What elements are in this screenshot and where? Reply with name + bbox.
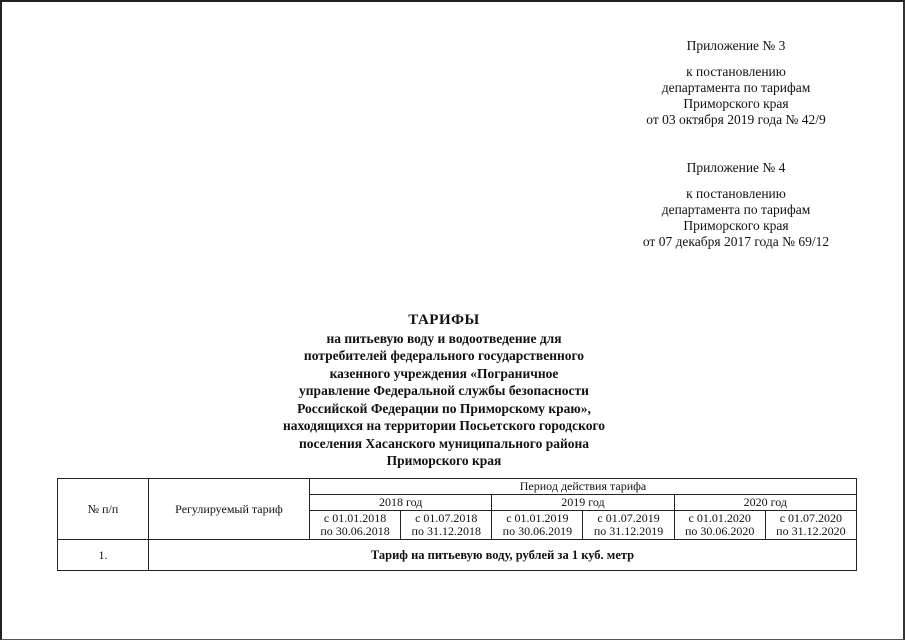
period-cell — [674, 511, 765, 540]
appendix-3-block — [586, 38, 886, 128]
appendix-3-title: Приложение № 3 — [686, 38, 786, 53]
period-from: с 01.07.2019 — [597, 511, 660, 525]
period-from: с 01.07.2020 — [779, 511, 843, 525]
appendix-4-line-1: к постановлению — [686, 186, 786, 201]
period-from: с 01.07.2018 — [415, 511, 478, 525]
appendix-4-line-2: департамента по тарифам — [661, 202, 811, 217]
document-title: ТАРИФЫ — [408, 312, 480, 328]
tariff-table — [57, 478, 857, 571]
appendix-3-line-2: департамента по тарифам — [661, 80, 811, 95]
year-2019: 2019 год — [492, 495, 674, 511]
period-cell — [310, 511, 401, 540]
title-line: поселения Хасанского муниципального района — [298, 435, 590, 451]
document-title-block — [254, 312, 634, 470]
period-cell — [492, 511, 583, 540]
appendix-4-line-3: Приморского края — [683, 218, 789, 233]
appendix-3-line-1: к постановлению — [686, 64, 786, 79]
year-2020: 2020 год — [674, 495, 856, 511]
title-line: находящихся на территории Посьетского городского — [283, 418, 605, 433]
row-section-title: Тариф на питьевую воду, рублей за 1 куб. метр — [149, 540, 857, 571]
period-to: по 31.12.2018 — [411, 524, 481, 538]
table-row — [58, 540, 857, 571]
row-num: 1. — [58, 540, 149, 571]
period-to: по 30.06.2019 — [502, 524, 573, 538]
header-num: № п/п — [58, 479, 149, 540]
period-to: по 31.12.2019 — [593, 524, 664, 538]
header-period: Период действия тарифа — [310, 479, 857, 495]
appendix-4-title: Приложение № 4 — [686, 160, 786, 175]
period-to: по 30.06.2020 — [684, 524, 755, 538]
title-line: на питьевую воду и водоотведение для — [326, 330, 562, 346]
title-line: Российской Федерации по Приморскому краю», — [297, 400, 591, 416]
appendix-3-line-3: Приморского края — [683, 96, 789, 111]
year-2018: 2018 год — [310, 495, 492, 511]
header-tariff: Регулируемый тариф — [149, 479, 310, 540]
period-cell — [583, 511, 674, 540]
appendix-4-line-4: от 07 декабря 2017 года № 69/12 — [642, 234, 830, 249]
table-header-row — [58, 479, 857, 495]
appendix-3-line-4: от 03 октября 2019 года № 42/9 — [646, 112, 826, 127]
title-line: казенного учреждения «Пограничное — [329, 365, 559, 381]
period-to: по 30.06.2018 — [320, 524, 390, 538]
period-from: с 01.01.2019 — [506, 511, 569, 525]
title-line: потребителей федерального государственного — [303, 348, 585, 363]
period-from: с 01.01.2020 — [688, 511, 751, 525]
period-from: с 01.01.2018 — [323, 511, 387, 525]
period-to: по 31.12.2020 — [776, 524, 846, 538]
title-line: управление Федеральной службы безопасности — [299, 383, 589, 398]
period-cell — [401, 511, 492, 540]
title-line: Приморского края — [386, 453, 502, 468]
appendix-4-block — [586, 160, 886, 250]
period-cell — [765, 511, 856, 540]
